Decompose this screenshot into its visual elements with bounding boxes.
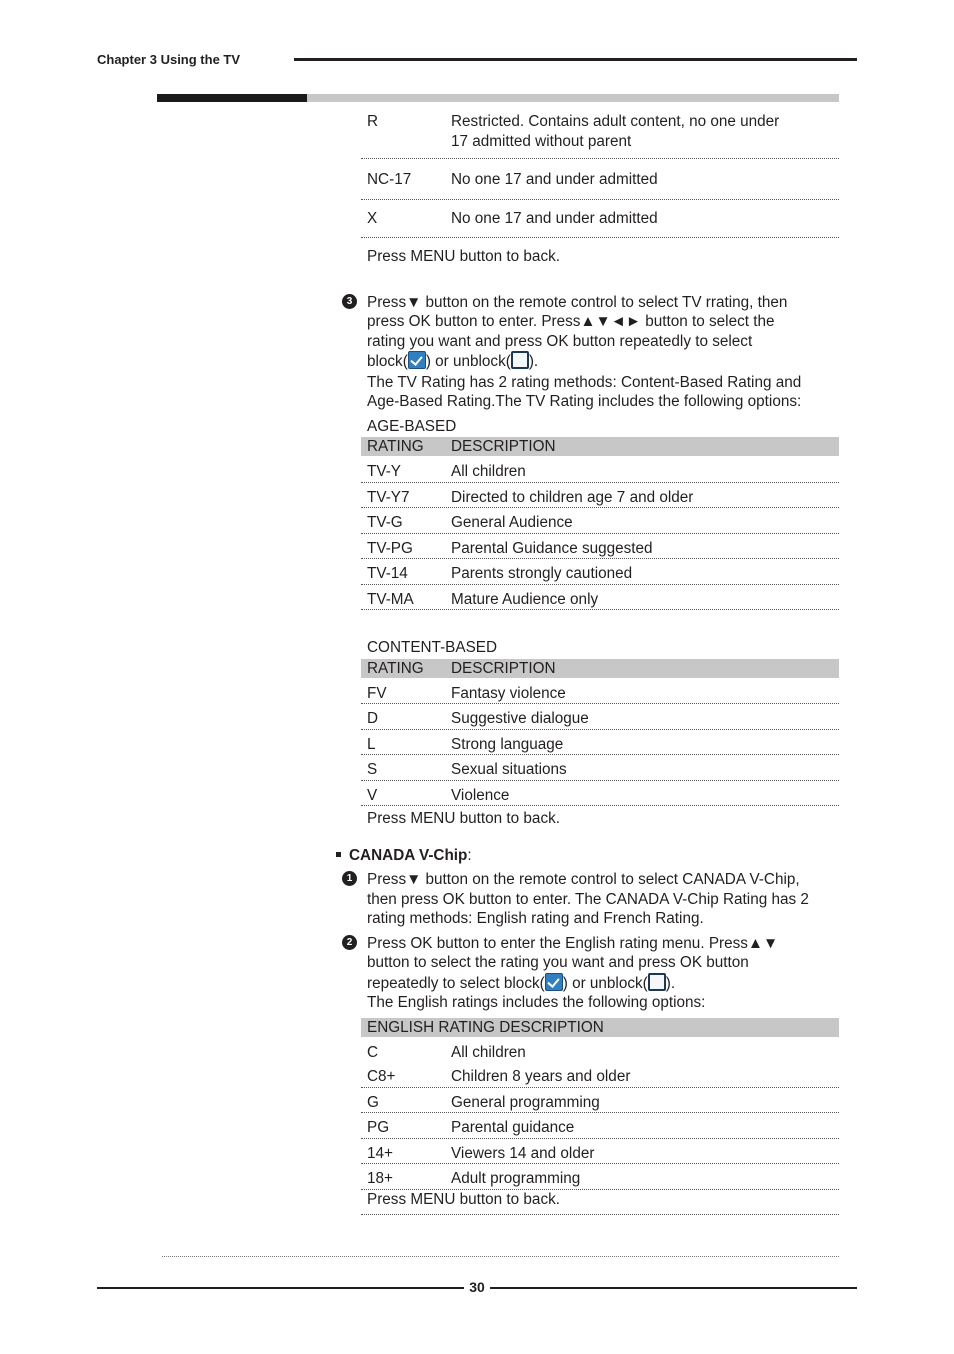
rating-cell: TV-14 — [367, 565, 408, 582]
description-line: Restricted. Contains adult content, no one under — [451, 113, 780, 130]
content-based-title: CONTENT-BASED — [367, 639, 498, 656]
table-row — [361, 1037, 839, 1063]
step-text-line: Press▼ button on the remote control to select TV rrating, then — [367, 293, 788, 311]
description-cell: No one 17 and under admitted — [451, 171, 658, 188]
table-header — [361, 1018, 839, 1037]
header-rule — [294, 58, 857, 61]
rating-cell: FV — [367, 684, 387, 702]
table-row — [361, 483, 839, 509]
canada-title: CANADA V-Chip — [349, 846, 468, 864]
rating-cell: G — [367, 1093, 379, 1111]
footer-rule-right — [490, 1287, 857, 1289]
step-text: ). — [665, 974, 676, 992]
table-row — [361, 678, 839, 705]
section-bar-grey — [307, 94, 839, 102]
unblocked-checkbox-icon — [511, 351, 529, 369]
heading-colon: : — [467, 846, 472, 864]
description-cell: Parental Guidance suggested — [451, 539, 653, 557]
rating-cell: TV-PG — [367, 539, 413, 557]
description-cell — [451, 112, 839, 151]
table-row — [361, 159, 839, 200]
step-text: ) or unblock( — [562, 974, 648, 992]
step-number-badge: 3 — [342, 294, 357, 309]
bullet-square-icon — [336, 852, 341, 857]
step-text: repeatedly to select block( — [367, 974, 545, 992]
table-row — [361, 456, 839, 483]
step-text-line: button to select the rating you want and press OK button — [367, 954, 749, 971]
description-cell: Fantasy violence — [451, 684, 566, 702]
description-cell: Violence — [451, 786, 510, 804]
description-cell: All children — [451, 1043, 526, 1061]
step-text: block( — [367, 353, 408, 370]
description-cell: General programming — [451, 1093, 600, 1111]
section-bar-dark — [157, 94, 307, 102]
description-cell: Mature Audience only — [451, 590, 599, 608]
description-cell: Parents strongly cautioned — [451, 565, 633, 582]
rating-cell: S — [367, 761, 378, 778]
rating-cell: X — [367, 209, 378, 227]
step-info-line: Age-Based Rating.The TV Rating includes the following options: — [367, 393, 802, 410]
table-row — [361, 1139, 839, 1165]
block-unblock-line — [367, 973, 839, 994]
rating-cell: 14+ — [367, 1144, 393, 1162]
english-rating-header: ENGLISH RATING DESCRIPTION — [367, 1018, 604, 1036]
table-row — [361, 755, 839, 781]
canada-step-2 — [346, 934, 839, 1013]
table-row — [361, 1088, 839, 1114]
rating-cell: TV-MA — [367, 590, 414, 608]
rating-cell: PG — [367, 1119, 390, 1136]
description-cell: All children — [451, 463, 526, 480]
step-info-line: The TV Rating has 2 rating methods: Content-Based Rating and — [367, 373, 802, 391]
description-cell: Sexual situations — [451, 761, 567, 778]
description-cell: Adult programming — [451, 1170, 581, 1187]
rating-header: RATING — [367, 659, 424, 677]
table-row — [361, 508, 839, 534]
main-content — [346, 112, 839, 1215]
table-row — [361, 704, 839, 730]
blocked-checkbox-icon — [408, 351, 426, 369]
description-cell: Viewers 14 and older — [451, 1144, 595, 1162]
canada-step-1 — [346, 870, 839, 929]
step-text-line: Press▼ button on the remote control to select CANADA V-Chip, — [367, 871, 800, 888]
page-number: 30 — [469, 1279, 485, 1295]
rating-cell: NC-17 — [367, 171, 412, 188]
description-header: DESCRIPTION — [451, 659, 556, 677]
block-unblock-line — [367, 351, 839, 372]
rating-cell: 18+ — [367, 1170, 393, 1187]
step-3 — [346, 293, 839, 412]
rating-cell: C — [367, 1043, 379, 1061]
press-menu-note: Press MENU button to back. — [361, 1190, 839, 1216]
table-row — [361, 112, 839, 159]
step-text-line: then press OK button to enter. The CANADA V-Chip Rating has 2 — [367, 890, 809, 908]
step-info-line: The English ratings includes the following options: — [367, 994, 706, 1011]
description-line: 17 admitted without parent — [451, 132, 632, 150]
step-text-line: press OK button to enter. Press▲▼◄► button to select the — [367, 313, 775, 330]
rating-cell: L — [367, 735, 376, 753]
unblocked-checkbox-icon — [648, 973, 666, 991]
description-cell: Directed to children age 7 and older — [451, 488, 694, 506]
description-cell: Strong language — [451, 735, 564, 753]
rating-cell: TV-Y7 — [367, 488, 410, 506]
description-cell: Children 8 years and older — [451, 1068, 631, 1085]
table-row — [361, 1062, 839, 1088]
press-menu-note: Press MENU button to back. — [367, 248, 560, 265]
table-header — [361, 659, 839, 678]
table-row — [361, 585, 839, 611]
step-text: ) or unblock( — [425, 353, 511, 370]
step-text: ). — [528, 353, 539, 370]
chapter-header: Chapter 3 Using the TV — [97, 52, 241, 67]
canada-vchip-heading — [336, 846, 839, 866]
rating-cell: R — [367, 113, 379, 130]
rating-cell: C8+ — [367, 1068, 396, 1085]
footer-rule-left — [97, 1287, 464, 1289]
table-row — [361, 559, 839, 585]
description-cell: Parental guidance — [451, 1119, 575, 1136]
table-row — [361, 730, 839, 756]
step-number-badge: 1 — [342, 871, 357, 886]
step-number-badge: 2 — [342, 935, 357, 950]
table-row — [361, 781, 839, 807]
rating-header: RATING — [367, 438, 424, 455]
rating-cell: TV-G — [367, 514, 403, 531]
step-text-line: rating methods: English rating and French Rating. — [367, 910, 704, 927]
table-row — [361, 200, 839, 239]
description-cell: Suggestive dialogue — [451, 710, 589, 727]
description-cell: General Audience — [451, 514, 573, 531]
table-row — [361, 1113, 839, 1139]
table-header — [361, 437, 839, 456]
step-text-line: Press OK button to enter the English rating menu. Press▲▼ — [367, 934, 779, 952]
rating-cell: V — [367, 786, 378, 804]
description-header: DESCRIPTION — [451, 438, 556, 455]
rating-cell: TV-Y — [367, 463, 401, 480]
table-row — [361, 1164, 839, 1190]
press-menu-note: Press MENU button to back. — [367, 810, 560, 827]
step-text-line: rating you want and press OK button repeatedly to select — [367, 332, 753, 350]
footer-dotted-divider — [162, 1256, 839, 1257]
age-based-title: AGE-BASED — [367, 417, 457, 435]
description-cell: No one 17 and under admitted — [451, 209, 658, 227]
blocked-checkbox-icon — [545, 973, 563, 991]
table-row — [361, 534, 839, 560]
rating-cell: D — [367, 710, 379, 727]
